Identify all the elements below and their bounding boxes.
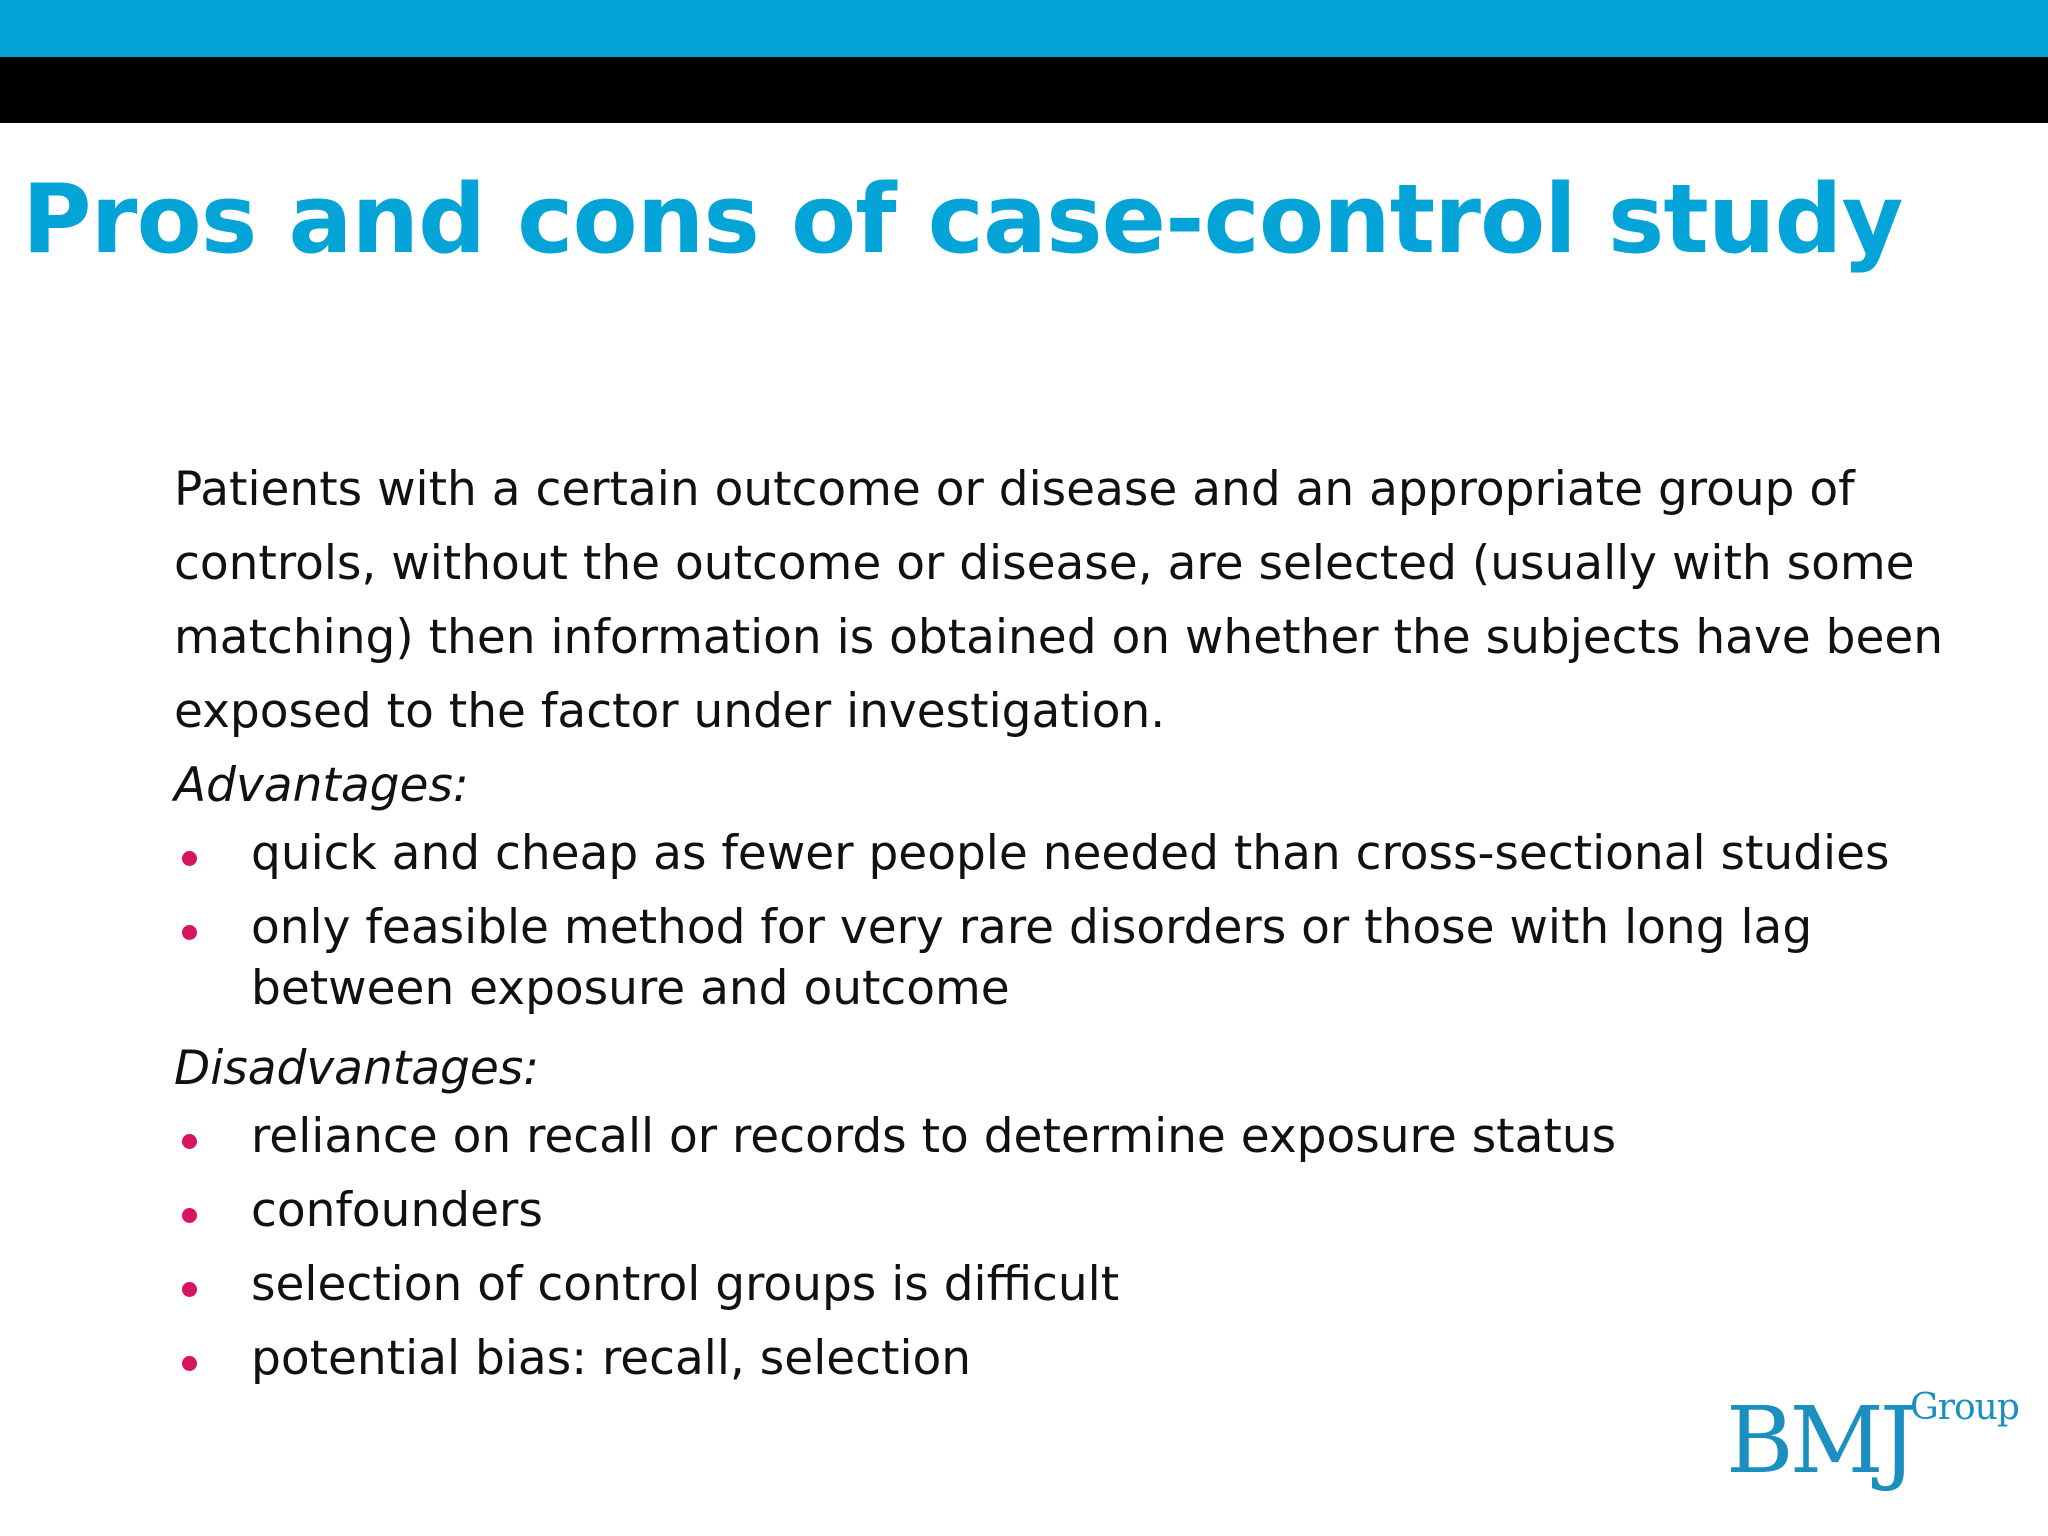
top-accent-bar xyxy=(0,0,2048,57)
advantage-item xyxy=(174,823,1994,884)
slide-body xyxy=(174,453,1994,1402)
advantage-text: only feasible method for very rare disorders or those with long lag between exposure and outcome xyxy=(251,900,1813,1016)
bmj-group-logo xyxy=(1726,1386,2026,1506)
disadvantage-item xyxy=(174,1180,1994,1241)
disadvantage-text: confounders xyxy=(251,1183,543,1238)
disadvantage-item xyxy=(174,1328,1994,1389)
bullet-icon xyxy=(182,925,197,940)
header-band xyxy=(0,57,2048,123)
bullet-icon xyxy=(182,1208,197,1223)
disadvantages-list xyxy=(174,1106,1994,1389)
bullet-icon xyxy=(182,1134,197,1149)
advantages-list xyxy=(174,823,1994,1019)
advantage-text: quick and cheap as fewer people needed than cross-sectional studies xyxy=(251,826,1890,881)
disadvantage-item xyxy=(174,1254,1994,1315)
disadvantage-text: reliance on recall or records to determine exposure status xyxy=(251,1109,1617,1164)
slide-title: Pros and cons of case-control study xyxy=(22,165,1903,275)
logo-wordmark: BMJ xyxy=(1726,1387,1913,1494)
intro-paragraph: Patients with a certain outcome or disease and an appropriate group of controls, without the outcome or disease, are selected (usually with some matching) then information is obtained on whether the subjects have been exposed to the factor under investigation. xyxy=(174,462,1944,739)
bullet-icon xyxy=(182,1356,197,1371)
disadvantage-item xyxy=(174,1106,1994,1167)
bullet-icon xyxy=(182,1282,197,1297)
advantages-heading: Advantages: xyxy=(174,758,469,813)
bullet-icon xyxy=(182,851,197,866)
disadvantage-text: selection of control groups is difficult xyxy=(251,1257,1120,1312)
disadvantage-text: potential bias: recall, selection xyxy=(251,1331,972,1386)
disadvantages-heading: Disadvantages: xyxy=(174,1041,540,1096)
advantage-item xyxy=(174,897,1994,1019)
logo-subtext: Group xyxy=(1910,1387,2019,1428)
